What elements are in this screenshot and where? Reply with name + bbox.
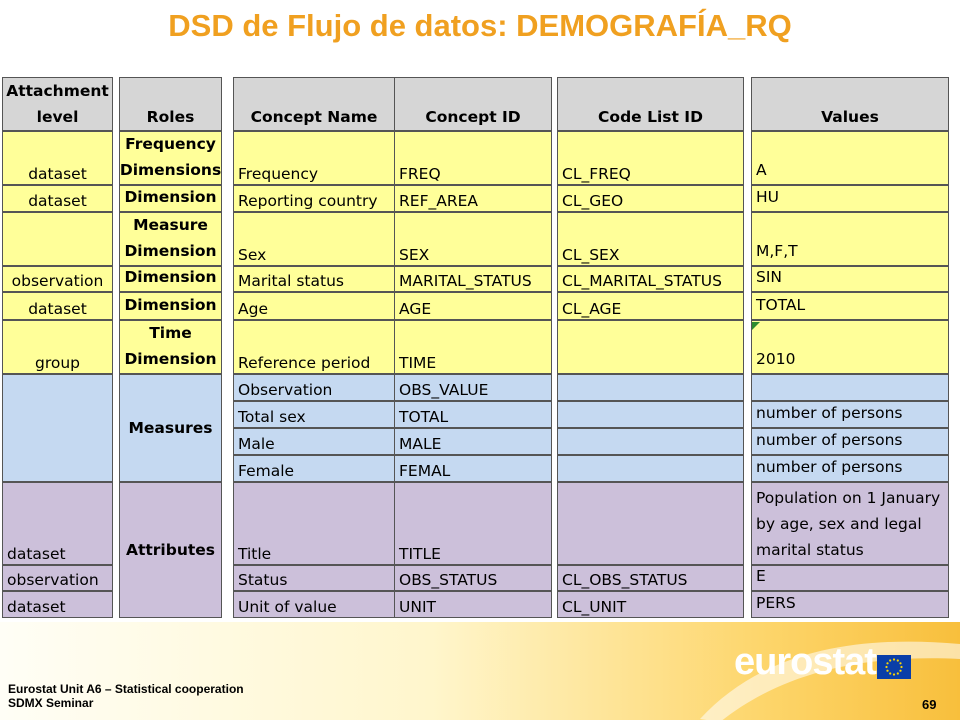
concept-id-cell-text: MALE: [399, 435, 442, 453]
header-attachment-level-line: Attachment: [6, 82, 109, 100]
concept-name-cell: [233, 591, 395, 618]
header-roles-text: Roles: [146, 108, 195, 126]
value-cell-line: E: [756, 567, 766, 585]
concept-name-cell: [233, 292, 395, 320]
value-cell: [751, 212, 949, 266]
value-cell: [751, 131, 949, 185]
value-cell-line: 2010: [756, 350, 796, 368]
concept-name-cell-text: Observation: [238, 381, 333, 399]
value-cell-text: [756, 292, 805, 318]
role-cell-text: [120, 131, 221, 183]
code-list-cell: [557, 428, 744, 455]
concept-id-cell: [394, 401, 552, 428]
header-concept-name: [233, 77, 395, 131]
role-cell-text: [124, 320, 216, 372]
concept-name-cell: [233, 455, 395, 482]
footer-unit: Eurostat Unit A6 – Statistical cooperation: [8, 682, 244, 696]
concept-name-cell: [233, 212, 395, 266]
value-cell: [751, 292, 949, 320]
concept-id-cell: [394, 455, 552, 482]
value-cell: [751, 401, 949, 428]
role-cell-line: Dimension: [124, 350, 217, 368]
attachment-cell: [2, 292, 113, 320]
code-list-cell-text: CL_GEO: [562, 192, 624, 210]
code-list-cell-text: CL_UNIT: [562, 598, 627, 616]
role-cell-line: Dimension: [124, 188, 217, 206]
value-cell-line: M,F,T: [756, 242, 798, 260]
value-cell: [751, 482, 949, 565]
role-cell-text: [124, 185, 216, 210]
value-cell-text: [756, 428, 903, 453]
concept-id-cell: [394, 565, 552, 591]
header-code-list-id: [557, 77, 744, 131]
attachment-cell: [2, 212, 113, 266]
attachment-cell: [2, 591, 113, 618]
attachment-cell-text: observation: [7, 571, 99, 589]
role-cell-text: [124, 292, 216, 318]
concept-name-cell-text: Sex: [238, 246, 267, 264]
role-cell-line: Dimension: [124, 242, 217, 260]
role-cell: [119, 266, 222, 292]
concept-id-cell-text: REF_AREA: [399, 192, 478, 210]
attachment-cell: [2, 131, 113, 185]
role-cell-text: [126, 537, 215, 563]
value-cell-line: HU: [756, 188, 780, 206]
eurostat-logo: eurostat: [734, 641, 876, 683]
eu-flag-icon: [877, 655, 911, 679]
attachment-cell: [2, 565, 113, 591]
value-cell-text: [756, 266, 782, 290]
attachment-cell: [2, 185, 113, 212]
header-attachment-level: [2, 77, 113, 131]
value-cell-text: [756, 591, 796, 616]
role-cell-line: Dimensions: [119, 161, 222, 179]
value-cell-line: number of persons: [756, 458, 903, 476]
attachment-cell: [2, 374, 113, 482]
value-cell: [751, 266, 949, 292]
concept-name-cell-text: Reporting country: [238, 192, 378, 210]
concept-name-cell: [233, 428, 395, 455]
concept-name-cell-text: Female: [238, 462, 295, 480]
header-values: [751, 77, 949, 131]
code-list-cell: [557, 266, 744, 292]
role-cell: [119, 131, 222, 185]
footer-seminar: SDMX Seminar: [8, 696, 94, 710]
header-attachment-level-line: level: [36, 108, 79, 126]
role-cell-text: [124, 212, 216, 264]
role-cell-line: Dimension: [124, 268, 217, 286]
value-cell-text: [756, 401, 903, 426]
value-cell-line: A: [756, 161, 767, 179]
code-list-cell: [557, 185, 744, 212]
code-list-cell-text: CL_SEX: [562, 246, 620, 264]
concept-id-cell-text: OBS_STATUS: [399, 571, 498, 589]
concept-name-cell-text: Male: [238, 435, 275, 453]
code-list-cell: [557, 320, 744, 374]
value-cell-line: PERS: [756, 594, 796, 612]
concept-name-cell: [233, 266, 395, 292]
concept-id-cell: [394, 266, 552, 292]
concept-name-cell-text: Age: [238, 300, 268, 318]
attachment-cell-text: dataset: [7, 545, 66, 563]
concept-name-cell: [233, 320, 395, 374]
value-cell: [751, 320, 949, 374]
footer-text: [8, 682, 244, 710]
attachment-cell-text: dataset: [7, 598, 66, 616]
code-list-cell-text: CL_AGE: [562, 300, 622, 318]
concept-id-cell: [394, 320, 552, 374]
concept-name-cell-text: Unit of value: [238, 598, 337, 616]
code-list-cell-text: CL_MARITAL_STATUS: [562, 272, 722, 290]
code-list-cell: [557, 292, 744, 320]
concept-id-cell-text: UNIT: [399, 598, 436, 616]
code-list-cell: [557, 482, 744, 565]
role-cell: [119, 482, 222, 618]
value-cell-line: SIN: [756, 268, 783, 286]
code-list-cell-text: CL_FREQ: [562, 165, 631, 183]
role-cell-text: [124, 266, 216, 290]
role-cell-line: Time: [149, 324, 192, 342]
concept-id-cell: [394, 591, 552, 618]
role-cell: [119, 185, 222, 212]
role-cell: [119, 212, 222, 266]
role-cell: [119, 320, 222, 374]
role-cell-line: Attributes: [125, 541, 216, 559]
concept-id-cell-text: AGE: [399, 300, 432, 318]
header-concept-id: [394, 77, 552, 131]
concept-name-cell: [233, 565, 395, 591]
value-cell-line: number of persons: [756, 404, 903, 422]
value-cell-text: [756, 455, 903, 480]
concept-id-cell-text: SEX: [399, 246, 430, 264]
header-values-text: Values: [821, 108, 879, 126]
header-concept-id-text: Concept ID: [425, 108, 521, 126]
concept-id-cell: [394, 185, 552, 212]
value-cell: [751, 455, 949, 482]
attachment-cell-text: group: [34, 354, 81, 372]
concept-id-cell-text: OBS_VALUE: [399, 381, 489, 399]
code-list-cell: [557, 565, 744, 591]
value-cell-text: [756, 185, 779, 210]
value-cell-line: TOTAL: [756, 296, 806, 314]
concept-id-cell-text: FEMAL: [399, 462, 451, 480]
role-cell-line: Frequency: [125, 135, 216, 153]
concept-id-cell: [394, 374, 552, 401]
role-cell-line: Dimension: [124, 296, 217, 314]
concept-id-cell-text: FREQ: [399, 165, 441, 183]
concept-id-cell-text: TITLE: [399, 545, 441, 563]
concept-id-cell: [394, 131, 552, 185]
value-cell-text: [756, 346, 795, 372]
role-cell: [119, 292, 222, 320]
attachment-cell: [2, 320, 113, 374]
header-code-list-id-text: Code List ID: [598, 108, 703, 126]
value-cell-line: marital status: [756, 541, 864, 559]
header-concept-name-text: Concept Name: [250, 108, 378, 126]
code-list-cell-text: CL_OBS_STATUS: [562, 571, 688, 589]
attachment-cell-text: dataset: [28, 165, 87, 183]
value-cell-text: [756, 157, 767, 183]
code-list-cell: [557, 401, 744, 428]
concept-id-cell-text: MARITAL_STATUS: [399, 272, 532, 290]
concept-name-cell-text: Title: [238, 545, 272, 563]
value-cell: [751, 565, 949, 591]
concept-id-cell: [394, 482, 552, 565]
value-cell-text: [756, 238, 798, 264]
value-cell-line: number of persons: [756, 431, 903, 449]
value-cell: [751, 374, 949, 401]
attachment-cell-text: observation: [11, 272, 104, 290]
concept-name-cell-text: Reference period: [238, 354, 371, 372]
concept-name-cell-text: Status: [238, 571, 288, 589]
concept-id-cell: [394, 292, 552, 320]
concept-id-cell: [394, 428, 552, 455]
attachment-cell: [2, 266, 113, 292]
concept-name-cell-text: Marital status: [238, 272, 344, 290]
attachment-cell-text: dataset: [28, 300, 87, 318]
code-list-cell: [557, 131, 744, 185]
value-cell-line: Population on 1 January: [756, 489, 941, 507]
slide-title: DSD de Flujo de datos: DEMOGRAFÍA_RQ: [168, 8, 792, 43]
value-cell-line: by age, sex and legal: [756, 515, 922, 533]
concept-name-cell-text: Total sex: [238, 408, 306, 426]
code-list-cell: [557, 212, 744, 266]
concept-name-cell: [233, 374, 395, 401]
concept-name-cell: [233, 482, 395, 565]
value-cell: [751, 185, 949, 212]
attachment-cell-text: dataset: [28, 192, 87, 210]
concept-name-cell-text: Frequency: [238, 165, 319, 183]
role-cell-text: [128, 415, 212, 441]
value-cell: [751, 428, 949, 455]
role-cell-line: Measure: [133, 216, 208, 234]
header-roles: [119, 77, 222, 131]
header-attachment-level-text: [6, 78, 109, 130]
value-cell-text: [756, 485, 940, 563]
attachment-cell: [2, 482, 113, 565]
page-number: 69: [922, 697, 937, 712]
concept-name-cell: [233, 401, 395, 428]
comment-marker: [752, 322, 760, 330]
value-cell-text: [756, 565, 766, 589]
role-cell: [119, 374, 222, 482]
concept-id-cell-text: TIME: [399, 354, 437, 372]
code-list-cell: [557, 374, 744, 401]
concept-id-cell: [394, 212, 552, 266]
role-cell-line: Measures: [128, 419, 213, 437]
concept-name-cell: [233, 185, 395, 212]
concept-name-cell: [233, 131, 395, 185]
code-list-cell: [557, 455, 744, 482]
concept-id-cell-text: TOTAL: [399, 408, 449, 426]
